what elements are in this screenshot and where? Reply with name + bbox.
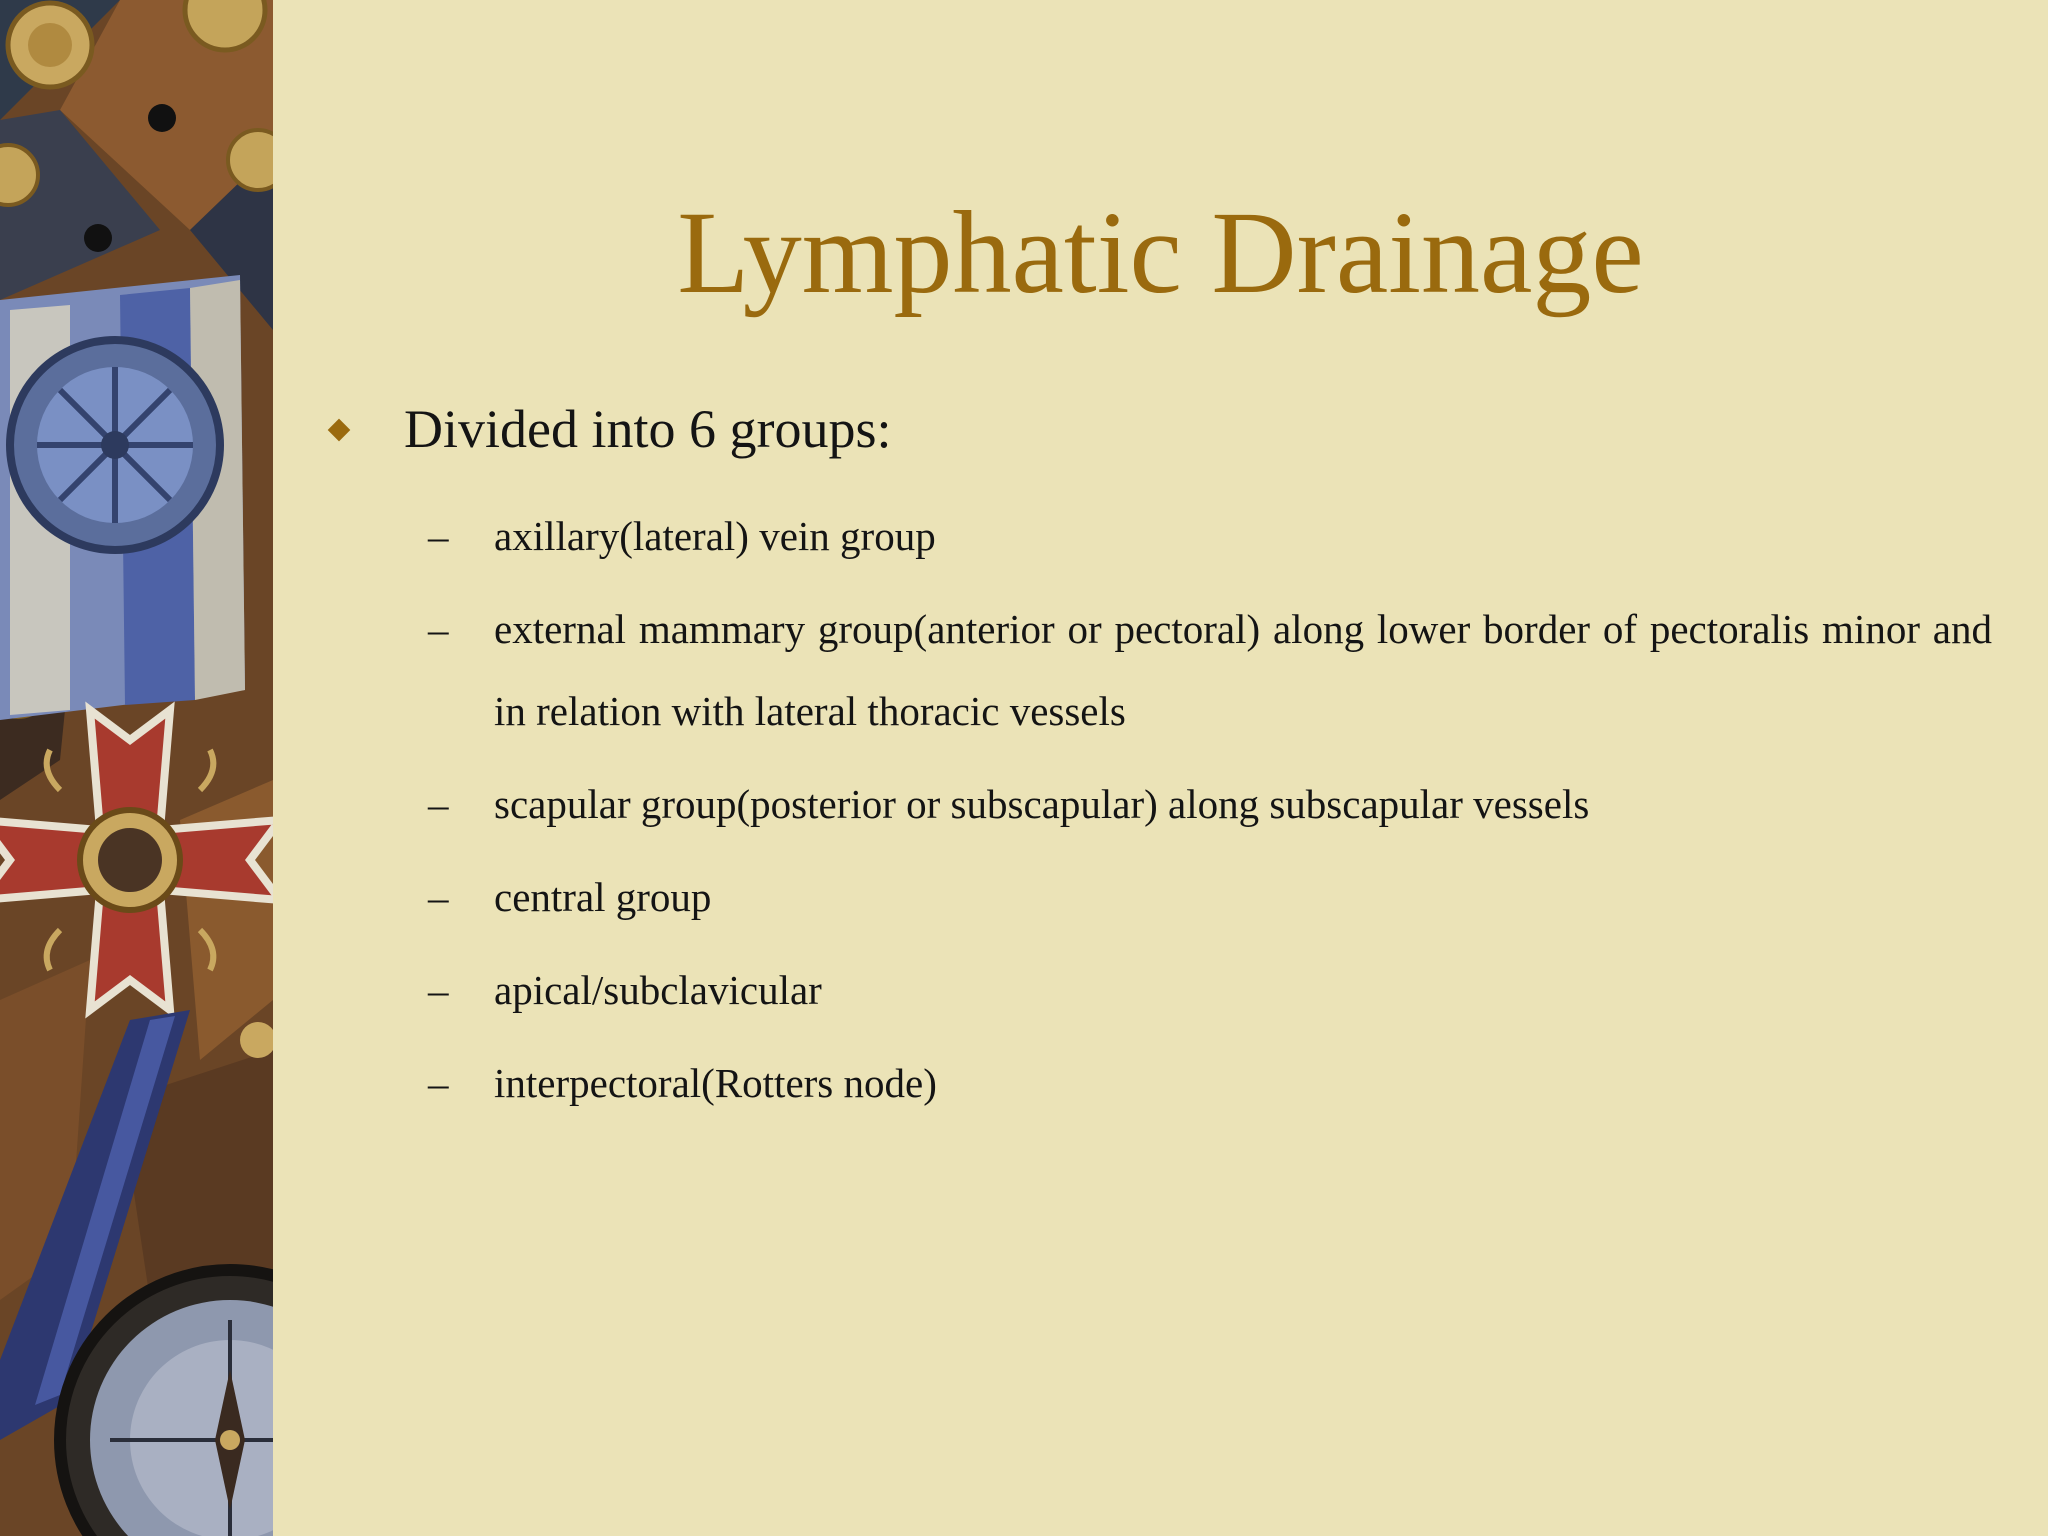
- main-bullet-text: Divided into 6 groups:: [404, 399, 892, 459]
- list-item-text: axillary(lateral) vein group: [494, 513, 936, 559]
- list-item: [428, 588, 1992, 752]
- list-item-text: scapular group(posterior or subscapular) along subscapular vessels: [494, 781, 1590, 827]
- dash-marker: –: [428, 781, 449, 827]
- list-item-text: external mammary group(anterior or pectoral) along lower border of pectoralis minor and in relation with lateral thoracic vessels: [494, 606, 1992, 734]
- side-decorative-image: [0, 0, 273, 1536]
- list-item: [428, 1042, 1992, 1124]
- dash-marker: –: [428, 874, 449, 920]
- dash-marker: –: [428, 967, 449, 1013]
- list-item: [428, 495, 1992, 577]
- dash-marker: –: [428, 513, 449, 559]
- list-item: [428, 763, 1992, 845]
- diamond-icon: [328, 419, 351, 442]
- list-item-text: apical/subclavicular: [494, 967, 822, 1013]
- list-item-text: central group: [494, 874, 712, 920]
- sub-bullet-list: [428, 495, 1992, 1135]
- slide-title: Lymphatic Drainage: [677, 187, 1644, 318]
- list-item-text: interpectoral(Rotters node): [494, 1060, 937, 1106]
- dash-marker: –: [428, 1060, 449, 1106]
- list-item: [428, 856, 1992, 938]
- dash-marker: –: [428, 606, 449, 652]
- list-item: [428, 949, 1992, 1031]
